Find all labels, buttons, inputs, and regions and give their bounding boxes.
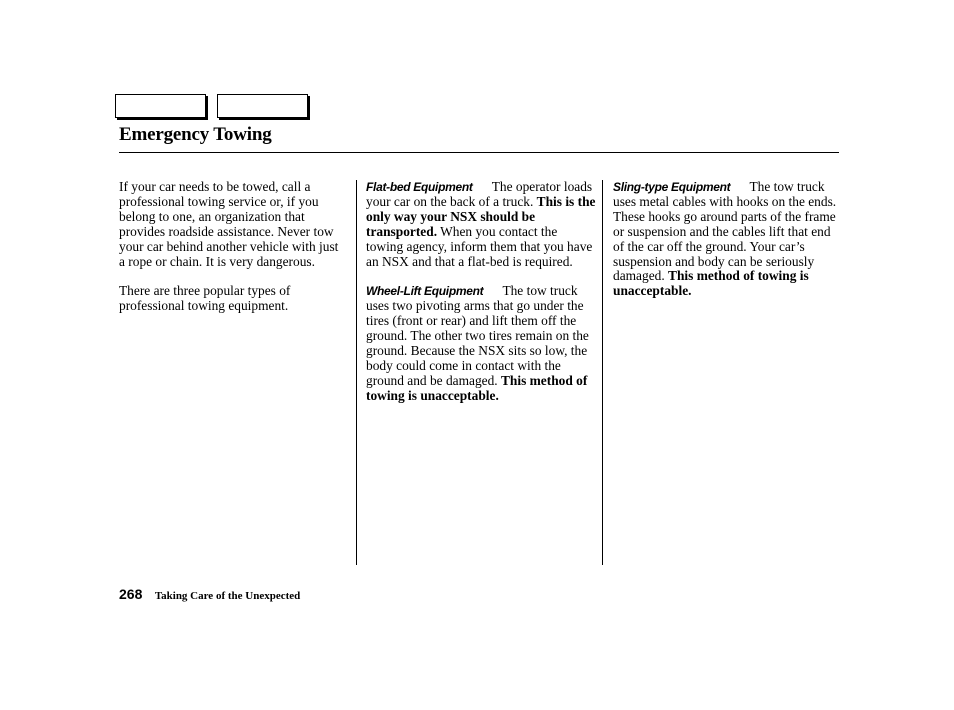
sling-term: Sling-type Equipment xyxy=(613,180,731,194)
nav-tab-box-1[interactable] xyxy=(115,94,206,118)
sling-warning: This method of towing is unacceptable. xyxy=(613,268,809,299)
wheellift-text: The tow truck uses two pivoting arms that go under the tires (front or rear) and lift them off the ground. The other two tires remain on the ground. Because the NSX sits so low, the body could come in contact with the ground and be damaged. xyxy=(366,283,589,388)
wheellift-warning: This method of towing is unacceptable. xyxy=(366,372,588,403)
page-footer xyxy=(119,586,300,604)
section-name: Taking Care of the Unexpected xyxy=(154,590,301,602)
intro-paragraph: If your car needs to be towed, call a professional towing service or, if you belong to one, an organization that provides roadside assistance. Never tow your car behind another vehicle with just a rope or chain. It is very dangerous. xyxy=(119,179,339,269)
column-divider-2 xyxy=(602,180,603,565)
flatbed-term: Flat-bed Equipment xyxy=(366,180,473,194)
sling-section xyxy=(613,180,839,299)
equipment-types-paragraph: There are three popular types of professional towing equipment. xyxy=(119,283,291,314)
column-sling xyxy=(613,180,839,314)
nav-tab-box-2[interactable] xyxy=(217,94,308,118)
flatbed-text-2: When you contact the towing agency, inform them that you have an NSX and that a flat-bed is required. xyxy=(366,223,593,269)
column-divider-1 xyxy=(356,180,357,565)
column-intro xyxy=(119,180,345,329)
flatbed-text: The operator loads your car on the back of a truck. xyxy=(366,179,593,209)
title-divider xyxy=(119,152,839,153)
wheellift-term: Wheel-Lift Equipment xyxy=(366,284,484,299)
flatbed-note: This is the only way your NSX should be transported. xyxy=(366,193,596,239)
page-number: 268 xyxy=(119,586,143,602)
wheellift-section xyxy=(366,284,596,403)
page-title: Emergency Towing xyxy=(119,124,272,145)
column-equipment xyxy=(366,180,596,418)
flatbed-section xyxy=(366,180,596,269)
sling-text: The tow truck uses metal cables with hooks on the ends. These hooks go around parts of the frame or suspension and the cables lift that end of the car off the ground. Your car’s suspension and body can be seriously damaged. xyxy=(613,179,837,284)
